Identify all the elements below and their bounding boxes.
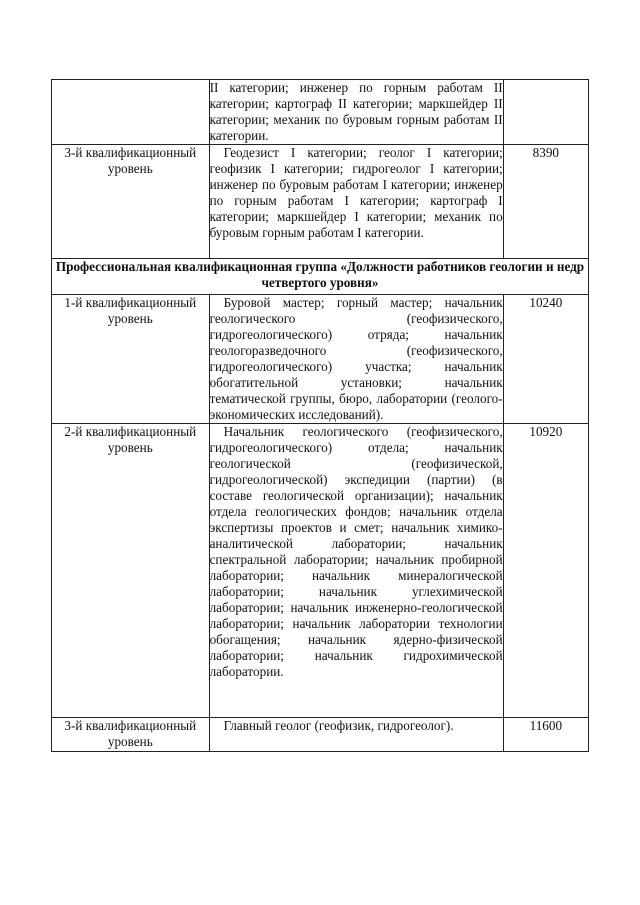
positions-cell: [209, 424, 503, 718]
salary-cell: [503, 80, 588, 145]
table-row: [52, 80, 589, 145]
table-row: [52, 295, 589, 424]
level-cell: 2-й квалификационный уровень: [52, 424, 210, 718]
positions-text: II категории; инженер по горным работам II категории; картограф II категории; маркшейдер II категории; механик по буровым горным работам II категории.: [209, 80, 503, 143]
table-row: [52, 424, 589, 718]
positions-text: Главный геолог (геофизик, гидрогеолог).: [223, 718, 454, 733]
level-cell: 3-й квалификационный уровень: [52, 145, 210, 259]
salary-cell: 8390: [503, 145, 588, 259]
positions-cell: [209, 718, 503, 752]
table-row: [52, 718, 589, 752]
salary-cell: 10240: [503, 295, 588, 424]
positions-cell: [209, 80, 503, 145]
group-heading-row: [52, 259, 589, 295]
positions-text: Геодезист I категории; геолог I категории; геофизик I категории; гидрогеолог I категории; инженер по буровым работам I категории; инженер по горным работам I категории; картограф I категории; маркшейдер I категории; механик по буровым горным работам I категории.: [209, 145, 503, 240]
level-cell: [52, 80, 210, 145]
positions-text: Буровой мастер; горный мастер; начальник геологического (геофизического, гидрогеологического) отряда; начальник геологоразведочного (геофизического, гидрогеологического) участка; начальник обогатительной установки; начальник тематической группы, бюро, лаборатории (геолого-экономических исследований).: [209, 295, 503, 422]
positions-text: Начальник геологического (геофизического, гидрогеологического) отдела; начальник геологической (геофизической, гидрогеологической) экспедиции (партии) (в составе геологической организации); начальник отдела геологических фондов; начальник отдела экспертизы проектов и смет; начальник химико-аналитической лаборатории; начальник спектральной лаборатории; начальник пробирной лаборатории; начальник минералогической лаборатории; начальник углехимической лаборатории; начальник инженерно-геологической лаборатории; начальник лаборатории технологии обогащения; начальник ядерно-физической лаборатории; начальник гидрохимической лаборатории.: [209, 424, 503, 679]
positions-cell: [209, 295, 503, 424]
salary-cell: 10920: [503, 424, 588, 718]
table-row: [52, 145, 589, 259]
level-cell: 1-й квалификационный уровень: [52, 295, 210, 424]
group-heading: Профессиональная квалификационная группа «Должности работников геологии и недр четвертого уровня»: [52, 259, 589, 295]
level-cell: 3-й квалификационный уровень: [52, 718, 210, 752]
qualification-table: [51, 79, 589, 752]
salary-cell: 11600: [503, 718, 588, 752]
positions-cell: [209, 145, 503, 259]
